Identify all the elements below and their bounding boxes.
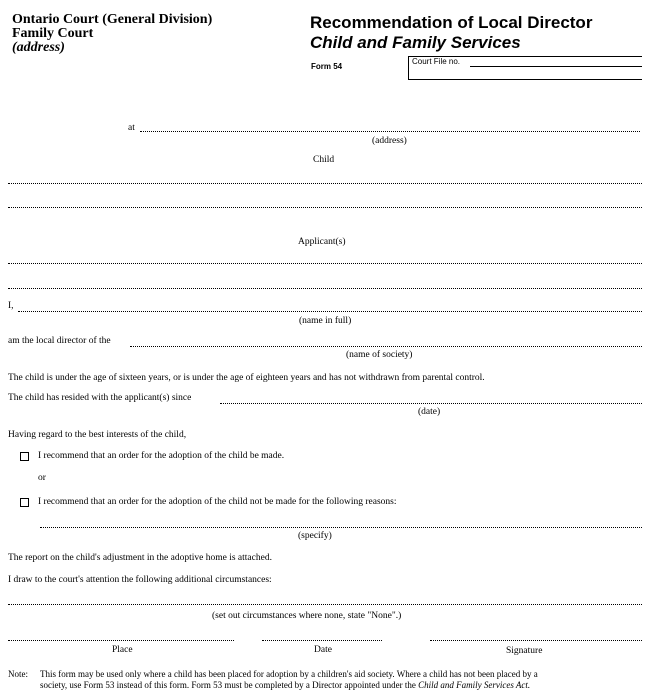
name-caption: (name in full) — [299, 316, 352, 326]
recommend-order-checkbox[interactable] — [20, 452, 29, 461]
applicant-line-1[interactable] — [8, 263, 642, 264]
court-file-label: Court File no. — [412, 57, 461, 66]
reasons-line[interactable] — [40, 527, 642, 528]
or-text: or — [38, 473, 46, 483]
applicant-line-2[interactable] — [8, 288, 642, 289]
court-address: (address) — [12, 40, 65, 55]
circumstances-caption: (set out circumstances where none, state "None".) — [212, 611, 402, 621]
signature-caption: Signature — [506, 646, 543, 656]
place-caption: Place — [112, 645, 133, 655]
place-line[interactable] — [8, 640, 234, 641]
court-division: Family Court — [12, 26, 94, 41]
additional-circumstances-text: I draw to the court's attention the following additional circumstances: — [8, 575, 272, 585]
best-interests-text: Having regard to the best interests of the child, — [8, 430, 187, 440]
court-name: Ontario Court (General Division) — [12, 12, 213, 27]
court-file-box-left — [408, 56, 409, 80]
court-file-number-line[interactable] — [470, 66, 642, 67]
date-caption: (date) — [418, 407, 441, 417]
form-subtitle: Child and Family Services — [310, 33, 521, 52]
name-line[interactable] — [18, 311, 642, 312]
age-statement: The child is under the age of sixteen years, or is under the age of eighteen years and has not withdrawn from parental control. — [8, 373, 485, 383]
circumstances-line[interactable] — [8, 604, 642, 605]
report-text: The report on the child's adjustment in the adoptive home is attached. — [8, 553, 272, 563]
address-caption: (address) — [372, 136, 407, 146]
recommend-order-text: I recommend that an order for the adoption of the child be made. — [38, 451, 285, 461]
recommend-no-order-checkbox[interactable] — [20, 498, 29, 507]
note-act-name: Child and Family Services Act. — [418, 680, 531, 690]
signature-line[interactable] — [430, 640, 642, 641]
applicants-label: Applicant(s) — [298, 237, 346, 247]
at-label: at — [128, 123, 135, 133]
recommend-no-order-text: I recommend that an order for the adoption of the child not be made for the following reasons: — [38, 497, 397, 507]
form-title: Recommendation of Local Director — [310, 13, 593, 32]
child-line-1[interactable] — [8, 183, 642, 184]
society-caption: (name of society) — [346, 350, 413, 360]
date-sig-caption: Date — [314, 645, 332, 655]
note-label: Note: — [8, 669, 28, 679]
child-line-2[interactable] — [8, 207, 642, 208]
resided-text: The child has resided with the applicant(s) since — [8, 393, 192, 403]
society-line[interactable] — [130, 346, 642, 347]
date-line[interactable] — [262, 640, 382, 641]
form-number: Form 54 — [311, 62, 343, 71]
resided-date-line[interactable] — [220, 403, 642, 404]
court-file-box-bottom — [408, 79, 642, 80]
address-line[interactable] — [140, 131, 640, 132]
child-label: Child — [313, 155, 335, 165]
specify-caption: (specify) — [298, 531, 332, 541]
i-label: I, — [8, 301, 14, 311]
note-text-line2-body: society, use Form 53 instead of this form. Form 53 must be completed by a Director appointed under the — [40, 680, 419, 690]
local-director-text: am the local director of the — [8, 336, 111, 346]
note-text-line1: This form may be used only where a child has been placed for adoption by a children's aid society. Where a child has not been placed by a — [40, 669, 538, 679]
note-text-line2 — [40, 680, 530, 691]
